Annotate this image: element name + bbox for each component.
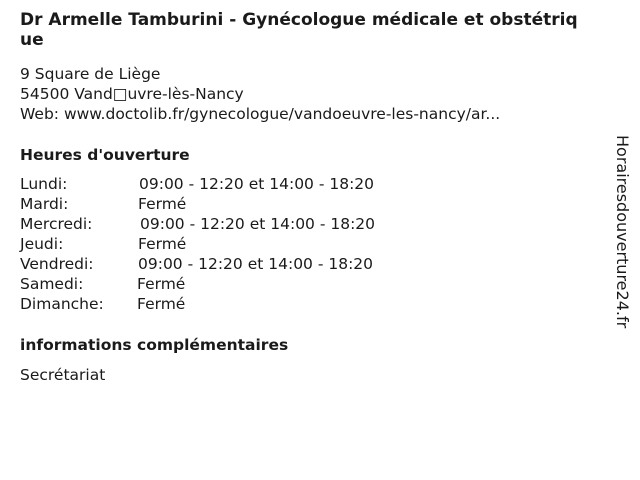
additional-info-text: Secrétariat xyxy=(20,366,106,384)
hours-value: Fermé xyxy=(137,275,186,293)
day-label: Vendredi: xyxy=(20,255,94,273)
day-label: Dimanche: xyxy=(20,295,104,313)
hours-value: 09:00 - 12:20 et 14:00 - 18:20 xyxy=(140,215,376,233)
city-address: 54500 Vand□uvre-lès-Nancy xyxy=(20,85,244,103)
day-label: Lundi: xyxy=(20,175,68,193)
page-title: Dr Armelle Tamburini - Gynécologue médicale et obstétrique xyxy=(20,10,578,50)
hours-value: 09:00 - 12:20 et 14:00 - 18:20 xyxy=(139,175,375,193)
hours-value: Fermé xyxy=(138,195,187,213)
day-label: Samedi: xyxy=(20,275,84,293)
opening-hours-heading: Heures d'ouverture xyxy=(20,146,190,164)
site-watermark: Horairesdouverture24.fr xyxy=(613,135,632,329)
day-label: Mercredi: xyxy=(20,215,93,233)
hours-value: Fermé xyxy=(137,295,186,313)
day-label: Mardi: xyxy=(20,195,69,213)
website-link[interactable]: Web: www.doctolib.fr/gynecologue/vandoeuvre-les-nancy/ar... xyxy=(20,105,501,123)
hours-value: Fermé xyxy=(138,235,187,253)
address-block xyxy=(20,64,500,124)
day-label: Jeudi: xyxy=(20,235,64,253)
hours-value: 09:00 - 12:20 et 14:00 - 18:20 xyxy=(138,255,374,273)
additional-info-heading: informations complémentaires xyxy=(20,336,289,354)
street-address: 9 Square de Liège xyxy=(20,65,161,83)
